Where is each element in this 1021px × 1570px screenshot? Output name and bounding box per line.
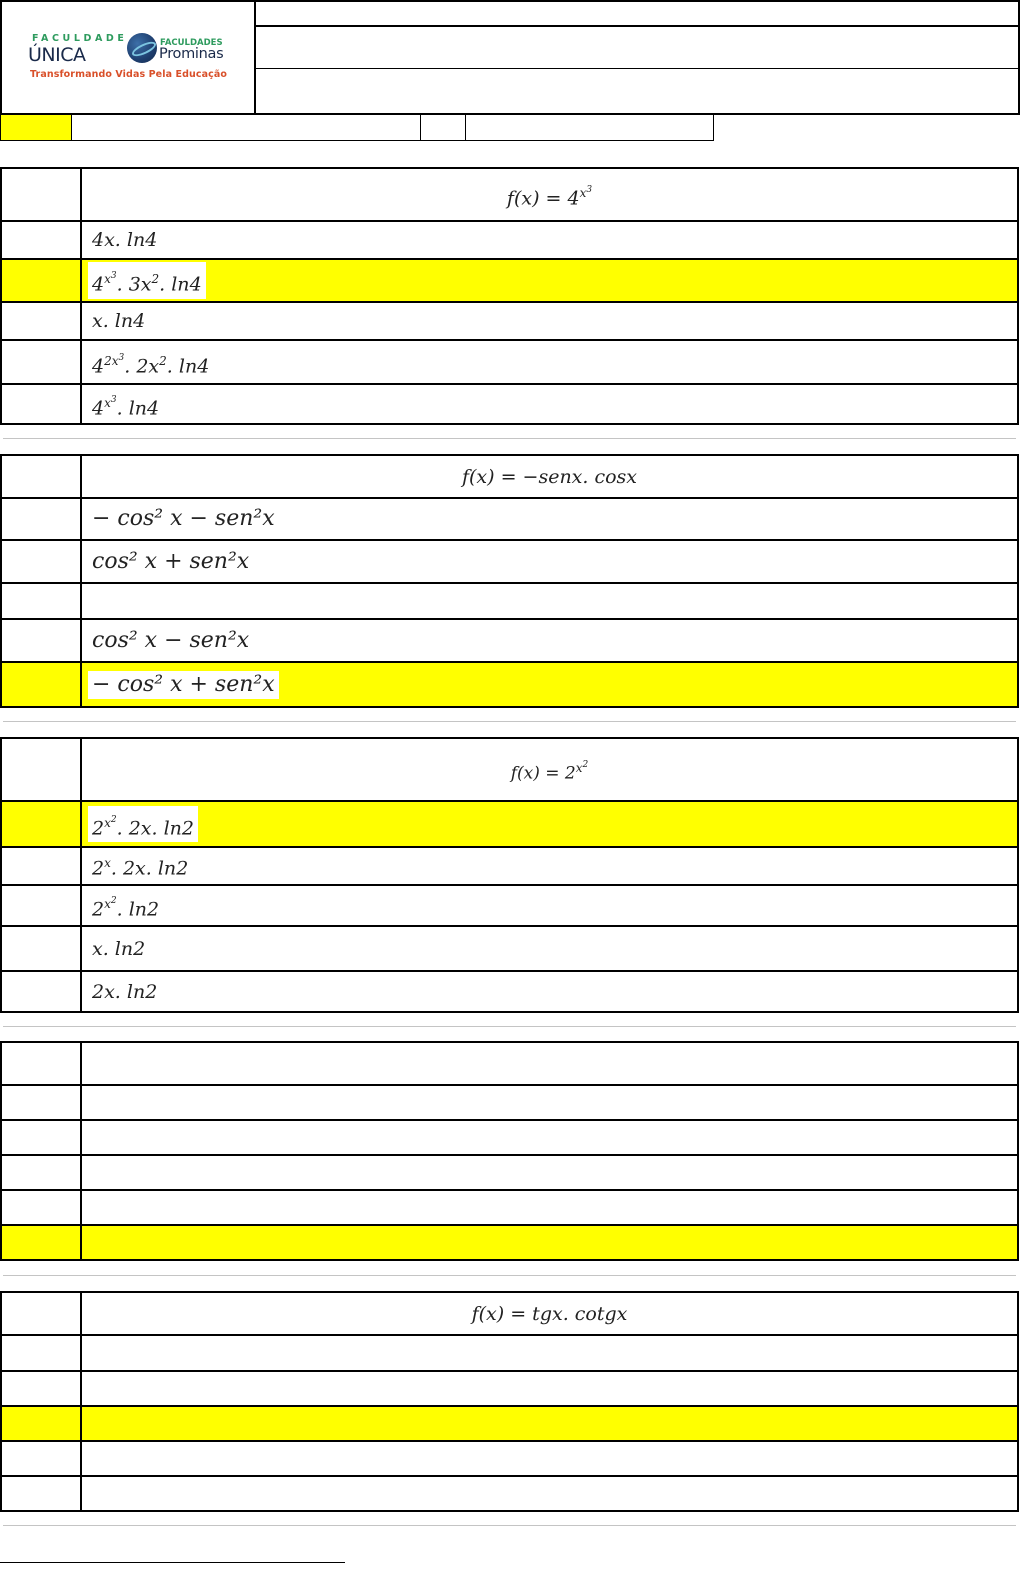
question-prompt: $f(x) = 2^{x^2}$ bbox=[507, 751, 593, 788]
question-number-cell bbox=[1, 1292, 81, 1335]
question-header-row bbox=[1, 168, 1018, 221]
option-cell[interactable] bbox=[81, 302, 1018, 340]
option-letter-cell[interactable] bbox=[1, 498, 81, 540]
info-cell-name[interactable] bbox=[71, 114, 421, 141]
option-row[interactable] bbox=[1, 1190, 1018, 1225]
question-number-cell bbox=[1, 168, 81, 221]
option-letter-cell[interactable] bbox=[1, 1120, 81, 1155]
option-cell[interactable] bbox=[81, 1120, 1018, 1155]
option-cell[interactable] bbox=[81, 847, 1018, 885]
question-table-4 bbox=[0, 1041, 1019, 1261]
option-letter-cell[interactable] bbox=[1, 1441, 81, 1476]
option-row[interactable] bbox=[1, 1120, 1018, 1155]
header-row-divider bbox=[256, 25, 1020, 27]
question-table-2 bbox=[0, 454, 1019, 708]
option-row[interactable] bbox=[1, 1371, 1018, 1406]
option-cell[interactable] bbox=[81, 1476, 1018, 1511]
option-cell[interactable] bbox=[81, 1406, 1018, 1441]
option-letter-cell[interactable] bbox=[1, 847, 81, 885]
info-cell-value[interactable] bbox=[465, 114, 714, 141]
option-row-selected[interactable] bbox=[1, 259, 1018, 302]
option-row[interactable] bbox=[1, 498, 1018, 540]
option-row[interactable] bbox=[1, 1155, 1018, 1190]
option-letter-cell[interactable] bbox=[1, 662, 81, 707]
option-row[interactable] bbox=[1, 885, 1018, 926]
option-letter-cell[interactable] bbox=[1, 1190, 81, 1225]
option-row-selected[interactable] bbox=[1, 662, 1018, 707]
option-cell[interactable] bbox=[81, 1335, 1018, 1371]
question-prompt-cell bbox=[81, 738, 1018, 801]
option-text: $2^{x^2}$. 2x. ln2 bbox=[88, 806, 198, 842]
option-row[interactable] bbox=[1, 1441, 1018, 1476]
option-text: $4^{x^3}$. $3x^2$. ln4 bbox=[88, 262, 206, 298]
question-header-row bbox=[1, 738, 1018, 801]
option-letter-cell[interactable] bbox=[1, 1225, 81, 1260]
question-table-1 bbox=[0, 167, 1019, 425]
info-cell-label bbox=[420, 114, 466, 141]
option-letter-cell[interactable] bbox=[1, 1155, 81, 1190]
logo-tagline: Transformando Vidas Pela Educação bbox=[30, 69, 227, 80]
option-letter-cell[interactable] bbox=[1, 540, 81, 583]
option-cell[interactable] bbox=[81, 340, 1018, 384]
option-row[interactable] bbox=[1, 1476, 1018, 1511]
option-row[interactable] bbox=[1, 1335, 1018, 1371]
option-letter-cell[interactable] bbox=[1, 1476, 81, 1511]
option-cell[interactable] bbox=[81, 971, 1018, 1012]
option-text: cos² x − sen²x bbox=[88, 627, 253, 655]
option-text: cos² x + sen²x bbox=[88, 548, 253, 576]
option-letter-cell[interactable] bbox=[1, 1335, 81, 1371]
option-text: − cos² x − sen²x bbox=[88, 505, 279, 533]
logo-prominas-text: Prominas bbox=[159, 46, 224, 62]
option-text: $4^{2x^3}$. $2x^2$. ln4 bbox=[88, 344, 213, 380]
option-letter-cell[interactable] bbox=[1, 801, 81, 847]
option-cell[interactable] bbox=[81, 801, 1018, 847]
question-header-row bbox=[1, 1042, 1018, 1085]
option-cell[interactable] bbox=[81, 1155, 1018, 1190]
option-row[interactable] bbox=[1, 847, 1018, 885]
question-divider bbox=[3, 1525, 1016, 1526]
option-letter-cell[interactable] bbox=[1, 885, 81, 926]
footer-line bbox=[0, 1562, 345, 1563]
option-row[interactable] bbox=[1, 340, 1018, 384]
option-letter-cell[interactable] bbox=[1, 384, 81, 424]
option-cell[interactable] bbox=[81, 1371, 1018, 1406]
logo-area bbox=[0, 0, 256, 115]
option-cell[interactable] bbox=[81, 498, 1018, 540]
question-header-row bbox=[1, 455, 1018, 498]
logo-faculdade-text: FACULDADE bbox=[32, 33, 128, 44]
option-cell[interactable] bbox=[81, 619, 1018, 662]
option-row[interactable] bbox=[1, 1085, 1018, 1120]
option-text: x. ln2 bbox=[88, 935, 149, 963]
option-row[interactable] bbox=[1, 619, 1018, 662]
option-row[interactable] bbox=[1, 971, 1018, 1012]
option-row[interactable] bbox=[1, 221, 1018, 259]
option-letter-cell[interactable] bbox=[1, 1085, 81, 1120]
question-divider bbox=[3, 721, 1016, 722]
question-prompt-cell bbox=[81, 1042, 1018, 1085]
option-text: 2$^x$. 2x. ln2 bbox=[88, 849, 192, 882]
question-prompt-cell bbox=[81, 1292, 1018, 1335]
option-letter-cell[interactable] bbox=[1, 302, 81, 340]
option-row-selected[interactable] bbox=[1, 1225, 1018, 1260]
option-row-selected[interactable] bbox=[1, 1406, 1018, 1441]
question-divider bbox=[3, 1026, 1016, 1027]
option-cell[interactable] bbox=[81, 1190, 1018, 1225]
logo-faculdades-text: FACULDADES bbox=[160, 38, 223, 48]
option-cell[interactable] bbox=[81, 540, 1018, 583]
option-text: − cos² x + sen²x bbox=[88, 671, 279, 699]
option-row[interactable] bbox=[1, 384, 1018, 424]
option-cell[interactable] bbox=[81, 221, 1018, 259]
question-table-5 bbox=[0, 1291, 1019, 1512]
option-cell[interactable] bbox=[81, 1441, 1018, 1476]
option-cell[interactable] bbox=[81, 1085, 1018, 1120]
option-row[interactable] bbox=[1, 583, 1018, 619]
option-cell[interactable] bbox=[81, 926, 1018, 971]
question-number-cell bbox=[1, 1042, 81, 1085]
option-text: $4^{x^3}$. ln4 bbox=[88, 386, 163, 422]
globe-logo-icon bbox=[127, 33, 157, 63]
question-prompt: f(x) = −senx. cosx bbox=[458, 463, 641, 491]
option-letter-cell[interactable] bbox=[1, 340, 81, 384]
option-text: 4x. ln4 bbox=[88, 226, 161, 254]
option-cell[interactable] bbox=[81, 885, 1018, 926]
option-row-selected[interactable] bbox=[1, 801, 1018, 847]
option-letter-cell[interactable] bbox=[1, 583, 81, 619]
question-number-cell bbox=[1, 455, 81, 498]
question-header-row bbox=[1, 1292, 1018, 1335]
logo-unica-text: ÚNICA bbox=[28, 44, 86, 66]
option-row[interactable] bbox=[1, 926, 1018, 971]
option-letter-cell[interactable] bbox=[1, 971, 81, 1012]
question-table-3 bbox=[0, 737, 1019, 1013]
question-prompt-cell bbox=[81, 455, 1018, 498]
option-cell[interactable] bbox=[81, 384, 1018, 424]
option-text: x. ln4 bbox=[88, 307, 149, 335]
question-number-cell bbox=[1, 738, 81, 801]
option-cell[interactable] bbox=[81, 1225, 1018, 1260]
option-text: 2x. ln2 bbox=[88, 978, 161, 1006]
option-cell[interactable] bbox=[81, 583, 1018, 619]
option-letter-cell[interactable] bbox=[1, 1406, 81, 1441]
option-row[interactable] bbox=[1, 302, 1018, 340]
header-row-divider bbox=[256, 68, 1020, 69]
option-letter-cell[interactable] bbox=[1, 221, 81, 259]
option-letter-cell[interactable] bbox=[1, 926, 81, 971]
question-divider bbox=[3, 1275, 1016, 1276]
option-letter-cell[interactable] bbox=[1, 259, 81, 302]
option-cell[interactable] bbox=[81, 662, 1018, 707]
question-prompt: f(x) = tgx. cotgx bbox=[468, 1300, 632, 1328]
option-cell[interactable] bbox=[81, 259, 1018, 302]
info-cell-highlight bbox=[0, 114, 72, 141]
question-prompt: $f(x) = 4^{x^3}$ bbox=[503, 176, 596, 212]
option-letter-cell[interactable] bbox=[1, 1371, 81, 1406]
question-divider bbox=[3, 438, 1016, 439]
option-text: $2^{x^2}$. ln2 bbox=[88, 887, 163, 923]
question-prompt-cell bbox=[81, 168, 1018, 221]
option-row[interactable] bbox=[1, 540, 1018, 583]
option-letter-cell[interactable] bbox=[1, 619, 81, 662]
